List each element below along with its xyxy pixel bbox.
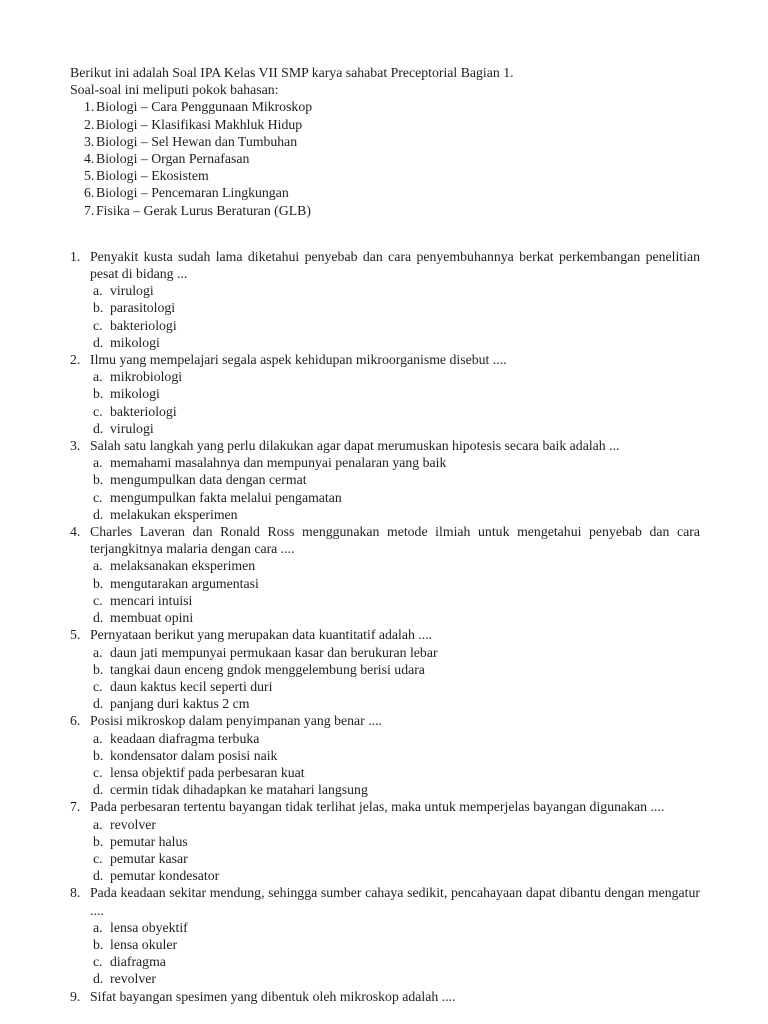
option-letter: b. [93,575,104,591]
question-stem: Posisi mikroskop dalam penyimpanan yang benar .... [90,713,382,729]
topic-text: Biologi – Klasifikasi Makhluk Hidup [96,116,303,132]
topic-list [84,98,700,218]
option-row [93,867,700,884]
option-text: cermin tidak dihadapkan ke matahari langsung [110,782,368,798]
question [70,712,700,798]
option-row [93,489,700,506]
question-stem: Pada keadaan sekitar mendung, sehingga sumber cahaya sedikit, pencahayaan dapat dibantu dengan mengatur .... [90,885,700,918]
option-text: panjang duri kaktus 2 cm [110,696,250,712]
option-list [93,644,700,713]
question [70,437,700,523]
option-text: lensa objektif pada perbesaran kuat [110,764,305,780]
option-row [93,833,700,850]
option-letter: d. [93,868,104,884]
option-letter: c. [93,850,103,866]
option-row [93,781,700,798]
topic-item [84,98,700,115]
option-letter: d. [93,506,104,522]
topic-text: Biologi – Cara Penggunaan Mikroskop [96,99,313,115]
option-row [93,317,700,334]
option-text: mengumpulkan fakta melalui pengamatan [110,489,342,505]
option-text: keadaan diafragma terbuka [110,730,260,746]
option-row [93,661,700,678]
option-letter: c. [93,403,103,419]
option-text: mencari intuisi [110,592,193,608]
option-row [93,368,700,385]
option-row [93,850,700,867]
question-number: 8. [70,885,81,901]
option-letter: c. [93,954,103,970]
option-list [93,454,700,523]
option-letter: a. [93,730,103,746]
topic-text: Biologi – Ekosistem [96,168,209,184]
question-stem: Charles Laveran dan Ronald Ross menggunakan metode ilmiah untuk mengetahui penyebab dan cara terjangkitnya malaria dengan cara .... [90,524,700,557]
option-letter: a. [93,283,103,299]
option-row [93,747,700,764]
option-row [93,816,700,833]
option-row [93,936,700,953]
question [70,798,700,884]
question-stem: Penyakit kusta sudah lama diketahui penyebab dan cara penyembuhannya berkat perkembangan penelitian pesat di bidang ... [90,248,700,282]
question [70,523,700,626]
question-number: 9. [70,988,81,1004]
option-letter: c. [93,592,103,608]
option-list [93,919,700,988]
option-text: mengutarakan argumentasi [110,575,259,591]
question-stem: Pernyataan berikut yang merupakan data kuantitatif adalah .... [90,627,433,643]
question-number: 3. [70,438,81,454]
option-letter: c. [93,317,103,333]
option-row [93,557,700,574]
question [70,988,700,1005]
topic-text: Biologi – Organ Pernafasan [96,151,250,167]
option-row [93,334,700,351]
option-row [93,403,700,420]
topic-number: 7. [84,202,95,218]
option-letter: a. [93,919,103,935]
option-row [93,385,700,402]
topic-text: Biologi – Pencemaran Lingkungan [96,185,289,201]
topic-item [84,150,700,167]
option-text: tangkai daun enceng gndok menggelembung berisi udara [110,661,425,677]
option-text: mikrobiologi [110,369,183,385]
option-row [93,420,700,437]
option-row [93,730,700,747]
option-text: virulogi [110,420,154,436]
option-row [93,609,700,626]
option-list [93,368,700,437]
option-letter: b. [93,833,104,849]
option-list [93,816,700,885]
topic-item [84,116,700,133]
option-row [93,644,700,661]
topic-item [84,184,700,201]
question [70,884,700,987]
option-list [93,282,700,351]
option-letter: c. [93,678,103,694]
option-letter: d. [93,610,104,626]
option-letter: d. [93,420,104,436]
option-text: pemutar kondesator [110,868,220,884]
intro-line-2: Soal-soal ini meliputi pokok bahasan: [70,82,279,98]
option-letter: a. [93,558,103,574]
question-number: 5. [70,627,81,643]
option-text: bakteriologi [110,403,177,419]
topic-number: 4. [84,151,95,167]
option-text: mikologi [110,386,160,402]
question [70,351,700,437]
question-stem: Pada perbesaran tertentu bayangan tidak terlihat jelas, maka untuk memperjelas bayangan digunakan .... [90,799,665,815]
option-letter: b. [93,386,104,402]
option-letter: c. [93,489,103,505]
option-letter: b. [93,747,104,763]
option-text: diafragma [110,954,166,970]
option-row [93,678,700,695]
option-letter: b. [93,472,104,488]
option-row [93,695,700,712]
option-text: melaksanakan eksperimen [110,558,256,574]
option-text: lensa obyektif [110,919,188,935]
option-row [93,454,700,471]
question-number: 4. [70,524,81,540]
option-text: pemutar halus [110,833,188,849]
option-text: kondensator dalam posisi naik [110,747,278,763]
option-text: revolver [110,971,156,987]
topic-text: Biologi – Sel Hewan dan Tumbuhan [96,133,298,149]
question-number: 7. [70,799,81,815]
option-list [93,730,700,799]
question-stem: Sifat bayangan spesimen yang dibentuk oleh mikroskop adalah .... [90,988,456,1004]
option-text: virulogi [110,283,154,299]
question-list [70,248,700,1005]
option-text: mengumpulkan data dengan cermat [110,472,307,488]
topic-number: 5. [84,168,95,184]
topic-number: 3. [84,133,95,149]
option-row [93,764,700,781]
option-letter: a. [93,816,103,832]
option-text: revolver [110,816,156,832]
option-text: memahami masalahnya dan mempunyai penalaran yang baik [110,455,447,471]
option-text: parasitologi [110,300,176,316]
option-letter: a. [93,369,103,385]
topic-number: 2. [84,116,95,132]
option-row [93,299,700,316]
option-letter: c. [93,764,103,780]
question-stem: Salah satu langkah yang perlu dilakukan agar dapat merumuskan hipotesis secara baik adalah ... [90,438,620,454]
topic-number: 6. [84,185,95,201]
option-row [93,471,700,488]
option-text: pemutar kasar [110,850,188,866]
option-row [93,282,700,299]
option-list [93,557,700,626]
intro-line-1: Berikut ini adalah Soal IPA Kelas VII SMP karya sahabat Preceptorial Bagian 1. [70,65,514,80]
option-row [93,575,700,592]
option-text: lensa okuler [110,936,178,952]
question-number: 2. [70,352,81,368]
option-letter: d. [93,971,104,987]
option-row [93,953,700,970]
option-row [93,592,700,609]
option-row [93,919,700,936]
topic-item [84,133,700,150]
option-letter: b. [93,300,104,316]
option-text: melakukan eksperimen [110,506,238,522]
question-number: 6. [70,713,81,729]
option-letter: b. [93,936,104,952]
question [70,248,700,351]
option-letter: d. [93,696,104,712]
question-number: 1. [70,248,81,264]
option-text: bakteriologi [110,317,177,333]
topic-item [84,202,700,219]
option-letter: d. [93,334,104,350]
option-letter: a. [93,644,103,660]
option-row [93,506,700,523]
option-row [93,970,700,987]
question-stem: Ilmu yang mempelajari segala aspek kehidupan mikroorganisme disebut .... [90,352,507,368]
option-text: daun jati mempunyai permukaan kasar dan berukuran lebar [110,644,438,660]
question [70,626,700,712]
option-letter: b. [93,661,104,677]
option-letter: a. [93,455,103,471]
topic-item [84,167,700,184]
topic-text: Fisika – Gerak Lurus Beraturan (GLB) [96,202,311,218]
option-text: membuat opini [110,610,194,626]
option-letter: d. [93,782,104,798]
option-text: mikologi [110,334,160,350]
topic-number: 1. [84,99,95,115]
option-text: daun kaktus kecil seperti duri [110,678,273,694]
